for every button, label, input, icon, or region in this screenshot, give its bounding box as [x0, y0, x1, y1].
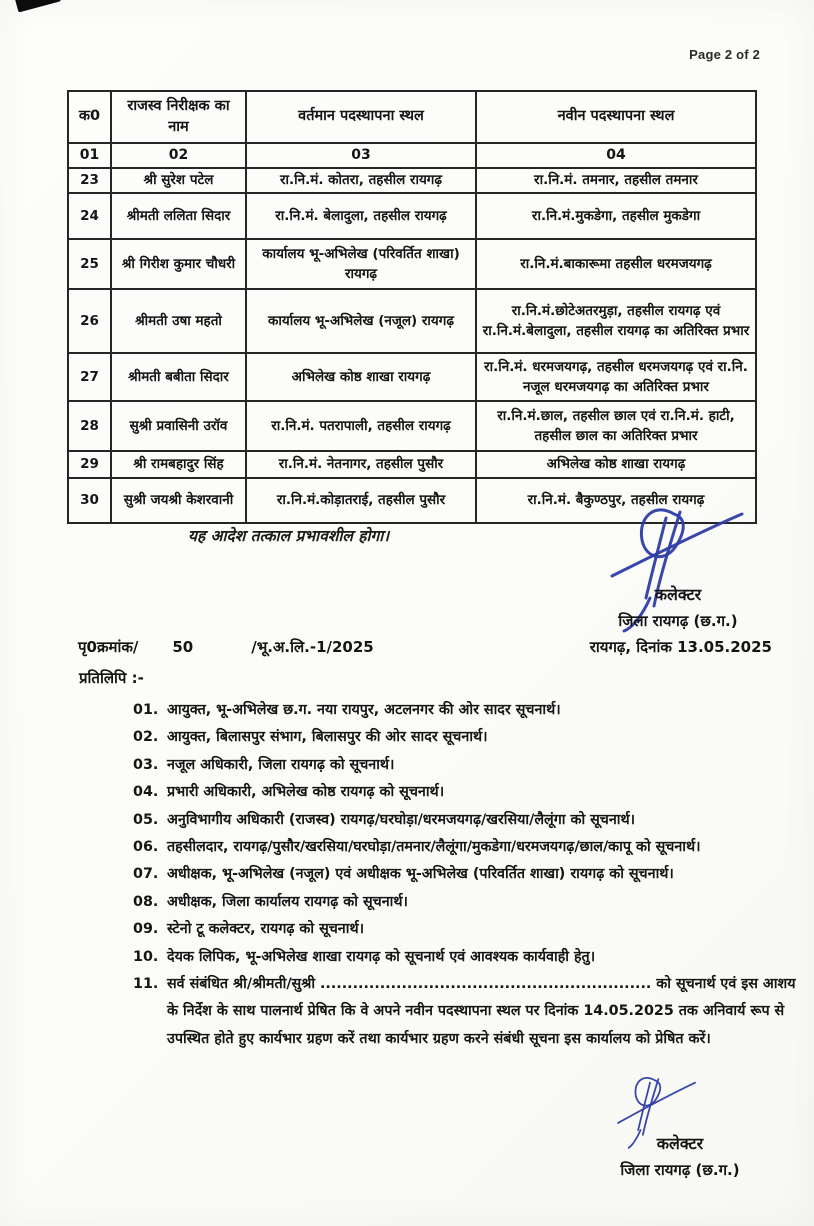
- table-row: [68, 401, 756, 451]
- list-item: [133, 971, 801, 1053]
- row-current-posting: रा.नि.मं. नेतनागर, तहसील पुसौर: [246, 451, 476, 478]
- signatory-title: कलेक्टर: [654, 585, 702, 604]
- page-number-label: Page 2 of 2: [689, 47, 760, 62]
- table-header-row: [68, 91, 756, 143]
- ref-prefix: पृ0क्रमांक/: [78, 638, 139, 656]
- list-item: [133, 944, 801, 971]
- item-text: स्टेनो टू कलेक्टर, रायगढ़ को सूचनार्थ।: [167, 921, 365, 938]
- row-name: श्री रामबहादुर सिंह: [111, 451, 246, 478]
- item-number: 08.: [133, 893, 159, 910]
- item-text: अधीक्षक, भू-अभिलेख (नजूल) एवं अधीक्षक भू-अभिलेख (परिवर्तित शाखा) रायगढ़ को सूचनार्थ।: [167, 866, 674, 883]
- row-new-posting: रा.नि.मं.बाकारूमा तहसील धरमजयगढ़: [476, 239, 756, 289]
- colnum: 04: [476, 143, 756, 168]
- row-serial: 30: [68, 478, 111, 523]
- table-row: [68, 239, 756, 289]
- signature-block-bottom: [580, 1131, 780, 1183]
- table-row: [68, 478, 756, 523]
- table-row: [68, 451, 756, 478]
- column-number-row: [68, 143, 756, 168]
- row-new-posting: अभिलेख कोष्ठ शाखा रायगढ़: [476, 451, 756, 478]
- table-row: [68, 353, 756, 401]
- row-serial: 28: [68, 401, 111, 451]
- colnum: 03: [246, 143, 476, 168]
- signatory-title: कलेक्टर: [656, 1134, 704, 1153]
- row-current-posting: रा.नि.मं. पतरापाली, तहसील रायगढ़: [246, 401, 476, 451]
- row-name: श्रीमती बबीता सिदार: [111, 353, 246, 401]
- row-name: श्री गिरीश कुमार चौधरी: [111, 239, 246, 289]
- colnum: 01: [68, 143, 111, 168]
- row-current-posting: रा.नि.मं. बेलादुला, तहसील रायगढ़: [246, 193, 476, 239]
- row-name: श्री सुरेश पटेल: [111, 168, 246, 193]
- item-number: 04.: [133, 784, 159, 801]
- header-new-posting: नवीन पदस्थापना स्थल: [476, 91, 756, 143]
- list-item: [133, 889, 801, 916]
- row-serial: 23: [68, 168, 111, 193]
- list-item: [133, 752, 801, 779]
- list-item: [133, 724, 801, 751]
- ref-number: 50: [172, 638, 194, 656]
- item-number: 07.: [133, 866, 159, 883]
- row-new-posting: रा.नि.मं. धरमजयगढ़, तहसील धरमजयगढ़ एवं रा.नि. नजूल धरमजयगढ़ का अतिरिक्त प्रभार: [476, 353, 756, 401]
- header-inspector-name: राजस्व निरीक्षक का नाम: [111, 91, 246, 143]
- item-text: आयुक्त, भू-अभिलेख छ.ग. नया रायपुर, अटलनगर की ओर सादर सूचनार्थ।: [167, 702, 561, 718]
- row-new-posting: रा.नि.मं.छोटेअतरमुड़ा, तहसील रायगढ़ एवं रा.नि.मं.बेलादुला, तहसील रायगढ़ का अतिरिक्त प्रभार: [476, 289, 756, 353]
- table-row: [68, 289, 756, 353]
- row-new-posting: रा.नि.मं.छाल, तहसील छाल एवं रा.नि.मं. हाटी, तहसील छाल का अतिरिक्त प्रभार: [476, 401, 756, 451]
- reference-number-line: [78, 637, 772, 657]
- transfer-postings-table: [67, 90, 757, 524]
- signatory-office: जिला रायगढ़ (छ.ग.): [620, 1161, 740, 1179]
- row-name: श्रीमती उषा महतो: [111, 289, 246, 353]
- row-serial: 24: [68, 193, 111, 239]
- item-number: 11.: [133, 976, 159, 993]
- list-item: [133, 834, 801, 861]
- copies-heading: प्रतिलिपि :-: [79, 669, 144, 687]
- row-name: सुश्री जयश्री केशरवानी: [111, 478, 246, 523]
- list-item: [133, 861, 801, 888]
- item-number: 09.: [133, 921, 159, 938]
- row-new-posting: रा.नि.मं. बैकुण्ठपुर, तहसील रायगढ़: [476, 478, 756, 523]
- scan-artifact-mark: [15, 0, 61, 12]
- item-text: प्रभारी अधिकारी, अभिलेख कोष्ठ रायगढ़ को सूचनार्थ।: [167, 784, 445, 801]
- row-serial: 25: [68, 239, 111, 289]
- signature-block-top: [585, 582, 771, 634]
- row-serial: 27: [68, 353, 111, 401]
- row-serial: 26: [68, 289, 111, 353]
- colnum: 02: [111, 143, 246, 168]
- place-date: रायगढ़, दिनांक 13.05.2025: [589, 638, 772, 656]
- row-new-posting: रा.नि.मं. तमनार, तहसील तमनार: [476, 168, 756, 193]
- item-text: अधीक्षक, जिला कार्यालय रायगढ़ को सूचनार्थ।: [167, 893, 408, 910]
- item-number: 10.: [133, 948, 159, 965]
- item-number: 02.: [133, 729, 159, 746]
- item-number: 06.: [133, 839, 159, 856]
- row-current-posting: रा.नि.मं.कोड़ातराई, तहसील पुसौर: [246, 478, 476, 523]
- header-current-posting: वर्तमान पदस्थापना स्थल: [246, 91, 476, 143]
- item-text: आयुक्त, बिलासपुर संभाग, बिलासपुर की ओर सादर सूचनार्थ।: [167, 729, 488, 746]
- list-item: [133, 807, 801, 834]
- row-current-posting: रा.नि.मं. कोतरा, तहसील रायगढ़: [246, 168, 476, 193]
- signatory-office: जिला रायगढ़ (छ.ग.): [618, 612, 738, 630]
- item-text: अनुविभागीय अधिकारी (राजस्व) रायगढ़/घरघोड़ा/धरमजयगढ़/खरसिया/लैलूंगा को सूचनार्थ।: [167, 811, 636, 828]
- row-name: श्रीमती ललिता सिदार: [111, 193, 246, 239]
- table-row: [68, 168, 756, 193]
- item-text: तहसीलदार, रायगढ़/पुसौर/खरसिया/घरघोड़ा/तमनार/लैलूंगा/मुकडेगा/धरमजयगढ़/छाल/कापू को सूचनार्थ।: [167, 839, 701, 856]
- row-current-posting: अभिलेख कोष्ठ शाखा रायगढ़: [246, 353, 476, 401]
- item-number: 03.: [133, 756, 159, 773]
- list-item: [133, 779, 801, 806]
- item-text: देयक लिपिक, भू-अभिलेख शाखा रायगढ़ को सूचनार्थ एवं आवश्यक कार्यवाही हेतु।: [167, 948, 596, 965]
- header-serial: क0: [68, 91, 111, 143]
- item-text: नजूल अधिकारी, जिला रायगढ़ को सूचनार्थ।: [167, 756, 395, 773]
- item-text: सर्व संबंधित श्री/श्रीमती/सुश्री ............................................................. को सूचनार्थ एवं इस आशय के निर्देश के साथ पालनार्थ प्रेषित कि वे अपने नवीन पदस्थापना स्थल पर दिनांक 14.05.2025 तक अनिवार्य रूप से उपस्थित होते हुए कार्यभार ग्रहण करें तथा कार्यभार ग्रहण करने संबंधी सूचना इस कार्यालय को प्रेषित करें।: [167, 976, 796, 1047]
- ref-suffix: /भू.अ.लि.-1/2025: [251, 638, 374, 656]
- row-name: सुश्री प्रवासिनी उरॉव: [111, 401, 246, 451]
- item-number: 05.: [133, 811, 159, 828]
- item-number: 01.: [133, 702, 159, 718]
- row-new-posting: रा.नि.मं.मुकडेगा, तहसील मुकडेगा: [476, 193, 756, 239]
- copies-list: [133, 697, 801, 1053]
- list-item: [133, 697, 801, 724]
- row-serial: 29: [68, 451, 111, 478]
- order-effective-note: यह आदेश तत्काल प्रभावशील होगा।: [188, 527, 390, 545]
- row-current-posting: कार्यालय भू-अभिलेख (नजूल) रायगढ़: [246, 289, 476, 353]
- row-current-posting: कार्यालय भू-अभिलेख (परिवर्तित शाखा) रायगढ़: [246, 239, 476, 289]
- table-row: [68, 193, 756, 239]
- list-item: [133, 916, 801, 943]
